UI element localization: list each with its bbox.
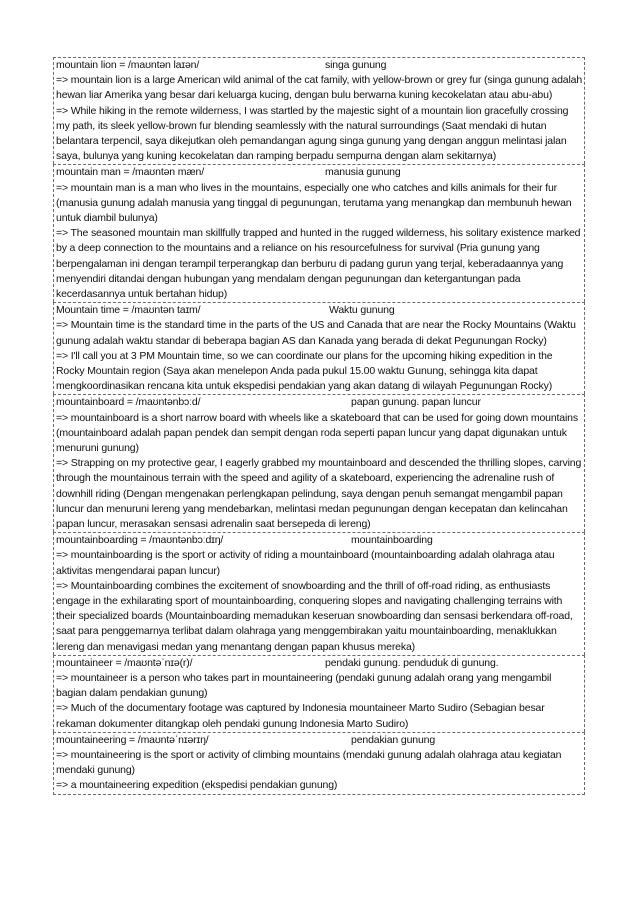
entry-mountain-time	[53, 302, 585, 394]
term-pronunciation: Mountain time = /maʊntən taɪm/	[56, 304, 201, 317]
entry-header	[56, 58, 583, 73]
entry-header	[56, 303, 583, 318]
definition: => mountainboarding is the sport or activity of riding a mountainboard (mountainboarding adalah olahraga atau aktivitas mengendarai papan luncur)	[56, 549, 555, 577]
translation: papan gunung. papan luncur	[351, 396, 481, 409]
example: => Mountainboarding combines the excitement of snowboarding and the thrill of off-road riding, as enthusiasts engage in the exhilarating sport of mountainboarding, conquering slopes and navigating challenging terrains with their specialized boards (Mountainboarding memadukan keseruan snowboarding dan sensasi berkendara off-road, saat para penggemarnya terlibat dalam olahraga yang menggembirakan yaitu mountainboarding, menaklukkan lereng dan menavigasi medan yang menantang dengan papan khusus mereka)	[56, 579, 573, 653]
entry-mountaineer	[53, 655, 585, 732]
definition: => mountaineer is a person who takes part in mountaineering (pendaki gunung adalah orang yang mengambil bagian dalam pendakian gunung)	[56, 672, 552, 700]
term-pronunciation: mountainboard = /maʊntənbɔːd/	[56, 396, 201, 409]
example: => Much of the documentary footage was captured by Indonesia mountaineer Marto Sudiro (Sebagian besar rekaman dokumenter ditangkap oleh pendaki gunung Indonesia Marto Sudiro)	[56, 702, 545, 730]
translation: mountainboarding	[351, 534, 433, 547]
entry-header	[56, 165, 583, 180]
translation: Waktu gunung	[329, 304, 395, 317]
example: => While hiking in the remote wilderness, I was startled by the majestic sight of a mountain lion gracefully crossing my path, its sleek yellow-brown fur blending seamlessly with the natural surroundings (Saat mendaki di hutan belantara terpencil, saya dikejutkan oleh pemandangan agung singa gunung yang dengan anggun melintasi jalan saya, bulunya yang kuning kecokelatan dan ramping berpadu sempurna dengan alam sekitarnya)	[56, 104, 569, 163]
entry-mountaineering	[53, 732, 585, 795]
term-pronunciation: mountain man = /maʊntən mæn/	[56, 166, 204, 179]
definition: => Mountain time is the standard time in the parts of the US and Canada that are near the Rocky Mountains (Waktu gunung adalah waktu standar di beberapa bagian AS dan Kanada yang berada di dekat Pegunungan Rocky)	[56, 319, 576, 347]
definition: => mountaineering is the sport or activity of climbing mountains (mendaki gunung adalah olahraga atau kegiatan mendaki gunung)	[56, 749, 562, 777]
entry-header	[56, 395, 583, 410]
entry-mountain-lion	[53, 57, 585, 164]
entry-header	[56, 733, 583, 748]
example: => Strapping on my protective gear, I eagerly grabbed my mountainboard and descended the thrilling slopes, carving through the mountainous terrain with the speed and agility of a skateboard, experiencing the adrenaline rush of downhill riding (Dengan mengenakan perlengkapan pelindung, saya dengan penuh semangat mengambil papan luncur dan menuruni lereng yang mendebarkan, melintasi medan pegunungan dengan kecepatan dan kelincahan papan luncur, merasakan sensasi adrenalin saat bersepeda di lereng)	[56, 457, 582, 531]
example: => I'll call you at 3 PM Mountain time, so we can coordinate our plans for the upcoming hiking expedition in the Rocky Mountain region (Saya akan menelepon Anda pada pukul 15.00 waktu Gunung, sehingga kita dapat mengkoordinasikan rencana kita untuk ekspedisi pendakian yang akan datang di wilayah Pegunungan Rocky)	[56, 349, 553, 393]
translation: pendaki gunung. penduduk di gunung.	[325, 656, 499, 669]
definition: => mountainboard is a short narrow board with wheels like a skateboard that can be used for going down mountains (mountainboard adalah papan pendek dan sempit dengan roda seperti papan luncur yang dapat digunakan untuk menuruni gunung)	[56, 411, 578, 455]
term-pronunciation: mountaineering = /maʊntəˈnɪərɪŋ/	[56, 733, 209, 746]
entry-mountainboarding	[53, 532, 585, 655]
definition: => mountain man is a man who lives in the mountains, especially one who catches and kills animals for their fur (manusia gunung adalah manusia yang tinggal di pegunungan, terutama yang menangkap dan membunuh hewan untuk diambil bulunya)	[56, 181, 572, 224]
example: => The seasoned mountain man skillfully trapped and hunted in the rugged wilderness, his solitary existence marked by a deep connection to the mountains and a reliance on his resourcefulness for survival (Pria gunung yang berpengalaman ini dengan terampil terperangkap dan berburu di padang gurun yang terjal, keberadaannya yang menyendiri ditandai dengan hubungan yang mendalam dengan pegunungan dan ketergantungan pada kecerdasannya untuk bertahan hidup)	[56, 227, 581, 301]
term-pronunciation: mountaineer = /maʊntəˈnɪə(r)/	[56, 656, 193, 669]
entry-mountainboard	[53, 394, 585, 532]
translation: singa gunung	[325, 59, 387, 71]
translation: manusia gunung	[325, 166, 401, 179]
entry-mountain-man	[53, 164, 585, 302]
translation: pendakian gunung	[351, 733, 436, 746]
example: => a mountaineering expedition (ekspedisi pendakian gunung)	[56, 779, 338, 792]
entry-header	[56, 533, 583, 548]
definition: => mountain lion is a large American wild animal of the cat family, with yellow-brown or grey fur (singa gunung adalah hewan liar Amerika yang besar dari keluarga kucing, dengan bulu berwarna kuning kecokelatan atau abu-abu)	[56, 74, 583, 102]
vocabulary-list	[53, 57, 585, 795]
entry-header	[56, 656, 583, 671]
term-pronunciation: mountain lion = /maʊntən laɪən/	[56, 59, 200, 71]
term-pronunciation: mountainboarding = /maʊntənbɔːdɪŋ/	[56, 534, 224, 547]
